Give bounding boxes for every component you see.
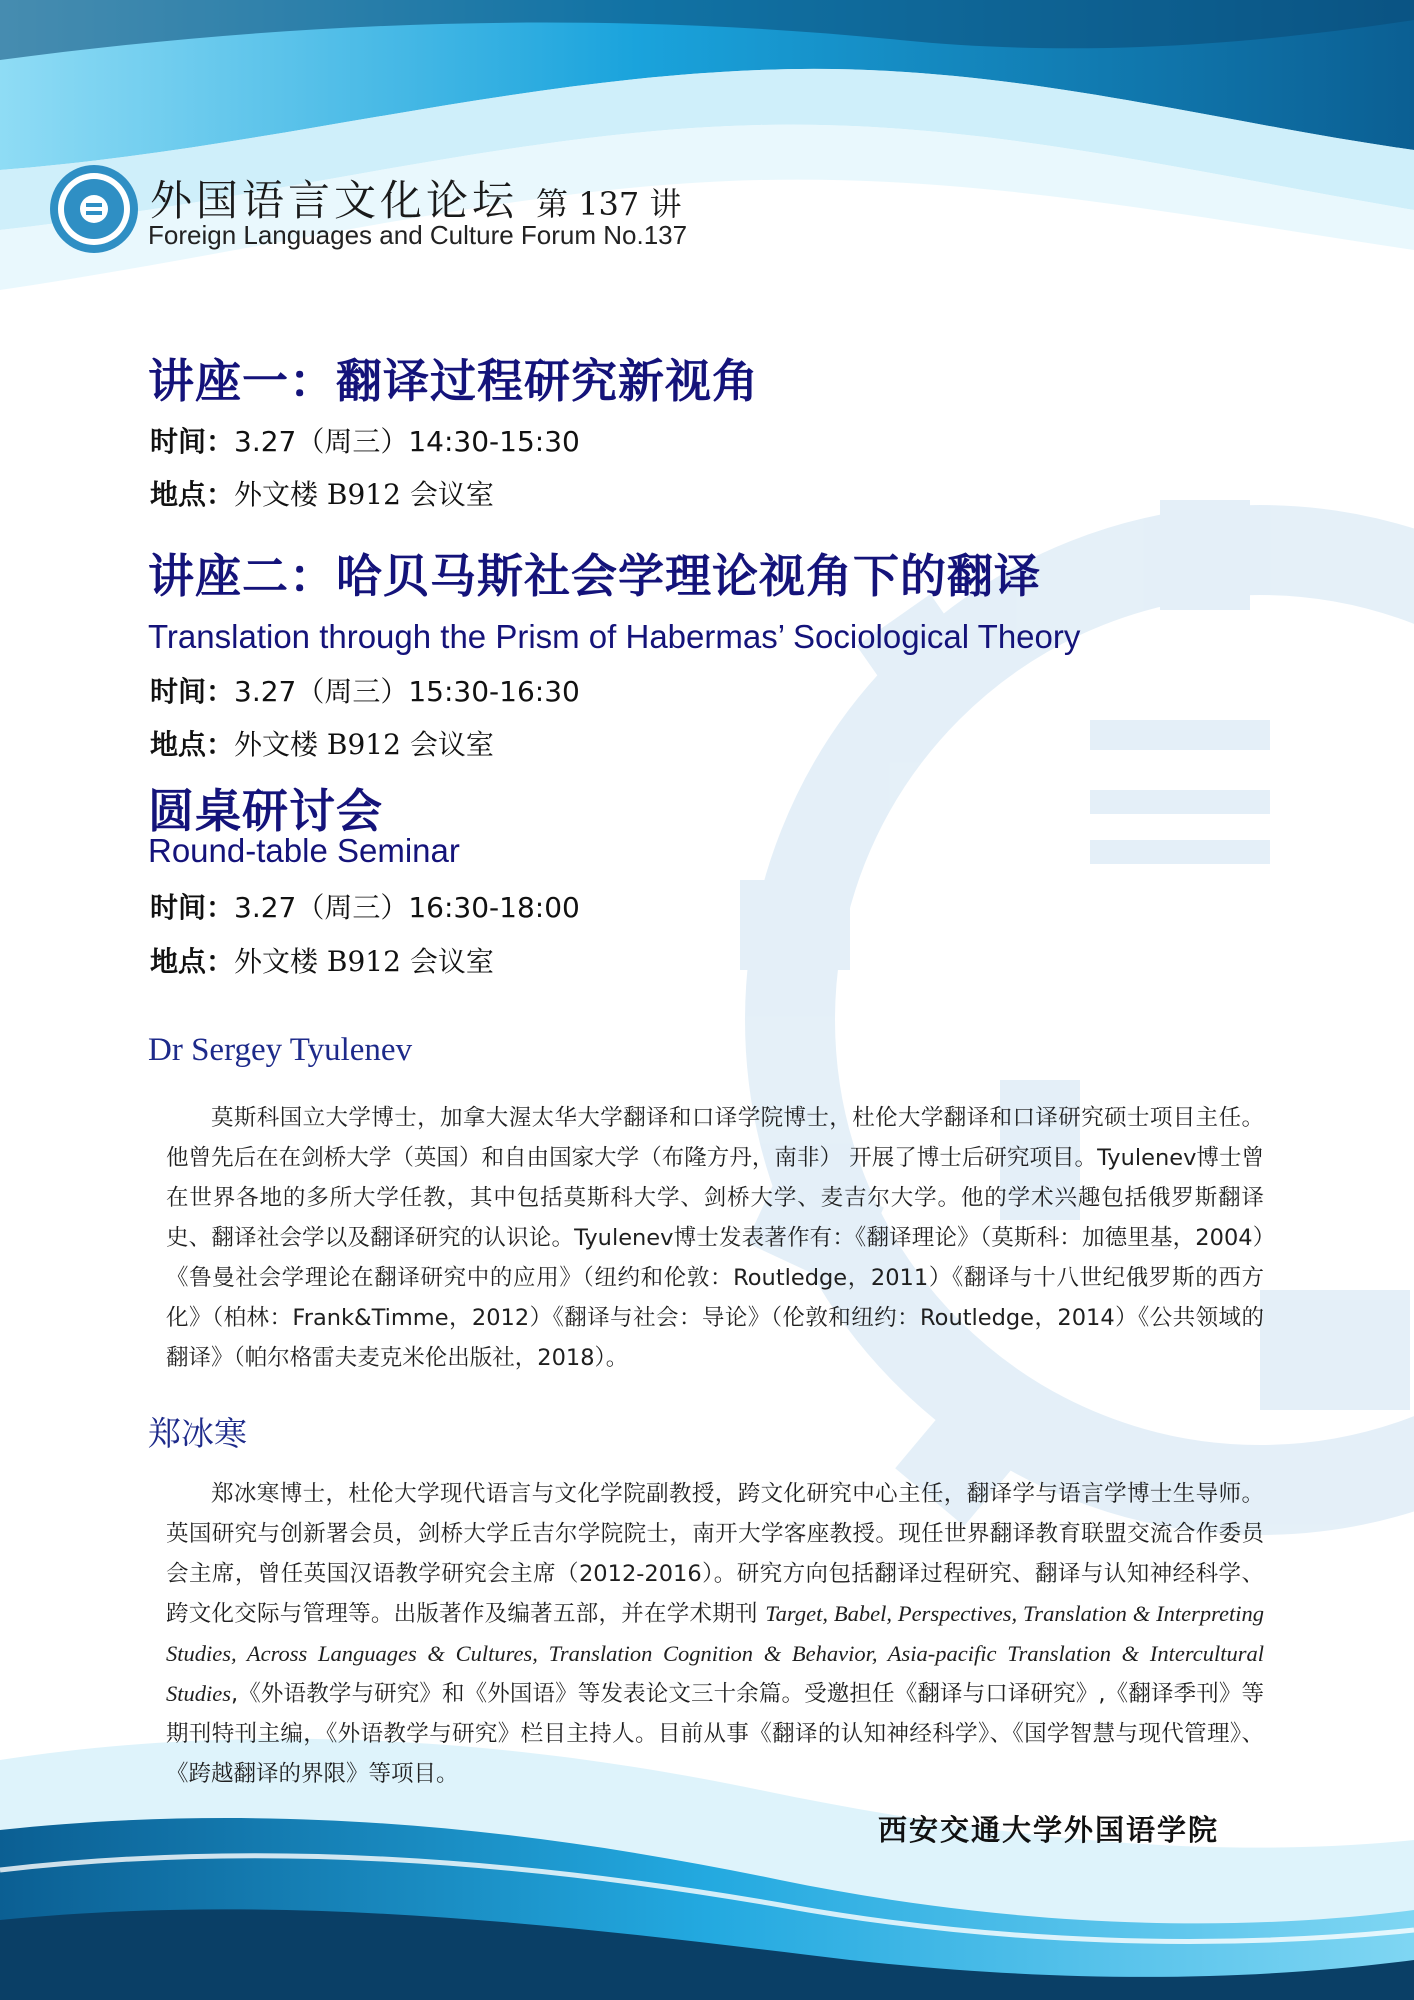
roundtable-subtitle: Round-table Seminar bbox=[148, 832, 460, 869]
speaker-2-bio-journals: Target, Babel, Perspectives, Translation & Interpreting Studies, Across Languages & Cultures, Translation Cognition & Behavior, Asia-pacific Translation & Intercultural Studies bbox=[166, 1601, 1264, 1706]
place-label: 地点： bbox=[150, 478, 235, 511]
lecture-2-time bbox=[150, 670, 580, 710]
roundtable-heading: 圆桌研讨会 bbox=[148, 784, 383, 838]
roundtable-place bbox=[150, 940, 494, 980]
time-value: 3.27（周三）16:30-18:00 bbox=[234, 891, 580, 924]
forum-title-en: Foreign Languages and Culture Forum No.137 bbox=[148, 220, 688, 250]
forum-title bbox=[150, 168, 681, 228]
time-value: 3.27（周三）15:30-16:30 bbox=[234, 675, 580, 708]
speaker-2-bio-part1: 郑冰寒博士，杜伦大学现代语言与文化学院副教授，跨文化研究中心主任，翻译学与语言学博士生导师。英国研究与创新署会员，剑桥大学丘吉尔学院院士，南开大学客座教授。现任世界翻译教育联盟交流合作委员会主席，曾任英国汉语教学研究会主席（2012-2016）。研究方向包括翻译过程研究、翻译与认知神经科学、跨文化交际与管理等。出版著作及编著五部，并在学术期刊 bbox=[166, 1481, 1264, 1627]
speaker-2-name: 郑冰寒 bbox=[148, 1417, 247, 1453]
roundtable-time bbox=[150, 886, 580, 926]
lecture-1-time bbox=[150, 420, 580, 460]
place-value: 外文楼 B912 会议室 bbox=[234, 945, 494, 978]
lecture-2-heading: 讲座二：哈贝马斯社会学理论视角下的翻译 bbox=[148, 549, 1041, 603]
speaker-1-bio: 莫斯科国立大学博士，加拿大渥太华大学翻译和口译学院博士，杜伦大学翻译和口译研究硕士项目主任。他曾先后在在剑桥大学（英国）和自由国家大学（布隆方丹，南非） 开展了博士后研究项目。Tyulenev博士曾在世界各地的多所大学任教，其中包括莫斯科大学、剑桥大学、麦吉尔大学。他的学术兴趣包括俄罗斯翻译史、翻译社会学以及翻译研究的认识论。Tyulenev博士发表著作有：《翻译理论》（莫斯科：加德里基，2004）《鲁曼社会学理论在翻译研究中的应用》（纽约和伦敦：Routledge，2011）《翻译与十八世纪俄罗斯的西方化》（柏林：Frank&Timme，2012）《翻译与社会：导论》（伦敦和纽约：Routledge，2014）《公共领域的翻译》（帕尔格雷夫麦克米伦出版社，2018）。 bbox=[166, 1105, 1264, 1371]
lecture-1-place bbox=[150, 473, 494, 513]
lecture-1-heading: 讲座一：翻译过程研究新视角 bbox=[148, 354, 759, 408]
speaker-2-bio bbox=[166, 1474, 1264, 1794]
time-label: 时间： bbox=[150, 425, 235, 458]
forum-title-cn: 外国语言文化论坛 bbox=[150, 176, 519, 225]
speaker-2-bio-part2: ,《外语教学与研究》和《外国语》等发表论文三十余篇。受邀担任《翻译与口译研究》,《翻译季刊》等期刊特刊主编，《外语教学与研究》栏目主持人。目前从事《翻译的认知神经科学》、《国学智慧与现代管理》、《跨越翻译的界限》等项目。 bbox=[166, 1681, 1264, 1787]
time-label: 时间： bbox=[150, 891, 235, 924]
speaker-1-name: Dr Sergey Tyulenev bbox=[148, 1032, 413, 1068]
place-value: 外文楼 B912 会议室 bbox=[234, 478, 494, 511]
place-label: 地点： bbox=[150, 945, 235, 978]
organizer: 西安交通大学外国语学院 bbox=[878, 1813, 1220, 1847]
place-label: 地点： bbox=[150, 728, 235, 761]
lecture-2-place bbox=[150, 723, 494, 763]
lecture-2-subtitle: Translation through the Prism of Habermas’ Sociological Theory bbox=[148, 618, 1081, 655]
university-seal-icon bbox=[48, 163, 140, 255]
time-label: 时间： bbox=[150, 675, 235, 708]
lecture-number: 第 137 讲 bbox=[536, 185, 682, 223]
place-value: 外文楼 B912 会议室 bbox=[234, 728, 494, 761]
time-value: 3.27（周三）14:30-15:30 bbox=[234, 425, 580, 458]
